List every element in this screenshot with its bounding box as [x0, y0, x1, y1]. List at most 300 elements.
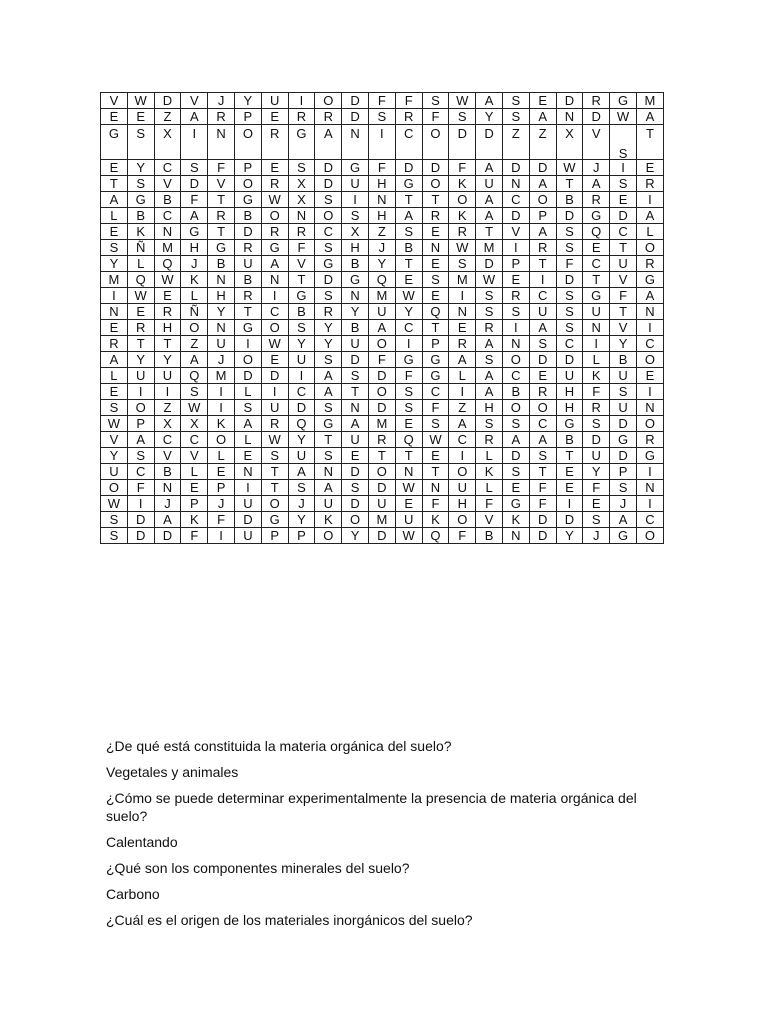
grid-cell	[502, 304, 529, 320]
grid-cell	[502, 320, 529, 336]
grid-cell	[342, 384, 369, 400]
grid-letter: U	[403, 512, 414, 527]
grid-letter: V	[109, 93, 119, 108]
grid-cell	[449, 304, 476, 320]
grid-letter: K	[323, 512, 333, 527]
grid-cell	[395, 93, 422, 109]
grid-letter: V	[484, 512, 494, 527]
grid-letter: O	[376, 336, 387, 351]
grid-letter: L	[592, 352, 600, 367]
grid-cell	[315, 352, 342, 368]
grid-letter: D	[484, 126, 494, 141]
grid-cell	[154, 240, 181, 256]
grid-row	[101, 464, 664, 480]
grid-cell	[208, 224, 235, 240]
grid-cell	[476, 320, 503, 336]
grid-letter: S	[484, 304, 494, 319]
grid-cell	[315, 272, 342, 288]
grid-cell	[154, 416, 181, 432]
grid-letter: C	[537, 288, 548, 303]
grid-cell	[315, 224, 342, 240]
grid-letter: U	[269, 93, 280, 108]
grid-cell	[556, 448, 583, 464]
grid-letter: V	[163, 448, 172, 463]
grid-cell	[529, 528, 556, 544]
grid-cell	[181, 448, 208, 464]
grid-row	[101, 224, 664, 240]
grid-row	[101, 125, 664, 160]
grid-cell	[610, 208, 637, 224]
grid-cell	[556, 480, 583, 496]
grid-letter: U	[323, 496, 333, 511]
grid-letter: S	[565, 288, 574, 303]
grid-letter: C	[136, 464, 146, 479]
grid-letter: G	[242, 192, 253, 207]
grid-cell	[101, 496, 128, 512]
grid-cell	[261, 352, 288, 368]
grid-letter: T	[431, 192, 440, 207]
grid-letter: S	[431, 416, 440, 431]
grid-letter: T	[565, 176, 574, 191]
question-4: ¿Cuál es el origen de los materiales inorgánicos del suelo?	[106, 912, 473, 928]
grid-letter: Y	[216, 304, 226, 319]
grid-cell	[556, 160, 583, 176]
grid-letter: Z	[538, 126, 547, 141]
grid-letter: T	[136, 336, 145, 351]
grid-letter: J	[217, 352, 225, 367]
grid-row	[101, 368, 664, 384]
grid-cell	[636, 400, 663, 416]
grid-letter: D	[618, 448, 628, 463]
grid-cell	[610, 320, 637, 336]
grid-letter: D	[537, 528, 548, 543]
grid-cell	[315, 256, 342, 272]
grid-letter: R	[457, 224, 467, 239]
grid-cell	[261, 192, 288, 208]
grid-letter: E	[431, 288, 440, 303]
grid-cell	[395, 109, 422, 125]
grid-cell	[636, 224, 663, 240]
grid-letter: G	[350, 272, 361, 287]
grid-letter: F	[431, 109, 440, 124]
grid-letter: S	[457, 109, 467, 124]
grid-row	[101, 528, 664, 544]
grid-cell	[261, 384, 288, 400]
grid-cell	[342, 288, 369, 304]
grid-cell	[208, 109, 235, 125]
grid-cell	[583, 256, 610, 272]
grid-letter: A	[297, 464, 306, 479]
grid-cell	[342, 320, 369, 336]
grid-cell	[342, 304, 369, 320]
grid-letter: U	[109, 464, 119, 479]
grid-cell	[422, 496, 449, 512]
grid-letter: O	[644, 528, 656, 543]
grid-cell	[422, 160, 449, 176]
grid-letter: K	[189, 512, 199, 527]
grid-cell	[636, 93, 663, 109]
grid-letter: H	[564, 384, 575, 399]
grid-letter: R	[109, 336, 119, 351]
grid-letter: T	[377, 448, 386, 463]
grid-cell	[181, 496, 208, 512]
grid-cell	[449, 432, 476, 448]
grid-cell	[234, 208, 261, 224]
grid-cell	[529, 160, 556, 176]
grid-letter: X	[189, 416, 199, 431]
grid-cell	[476, 528, 503, 544]
grid-letter: F	[565, 256, 574, 271]
grid-cell	[636, 176, 663, 192]
grid-letter: O	[323, 93, 334, 108]
grid-letter: T	[431, 464, 440, 479]
grid-cell	[610, 528, 637, 544]
grid-letter: A	[484, 160, 494, 175]
grid-cell	[556, 240, 583, 256]
grid-letter: G	[189, 224, 200, 239]
grid-cell	[101, 224, 128, 240]
grid-letter: E	[431, 256, 440, 271]
grid-letter: F	[217, 160, 226, 175]
grid-letter: I	[514, 240, 518, 255]
grid-letter: Z	[377, 224, 386, 239]
grid-cell	[583, 224, 610, 240]
grid-letter: O	[644, 416, 656, 431]
answer-1: Vegetales y animales	[106, 764, 239, 780]
grid-letter: O	[457, 464, 468, 479]
grid-letter: N	[243, 464, 253, 479]
grid-cell	[315, 125, 342, 160]
grid-cell	[476, 224, 503, 240]
grid-letter: H	[350, 240, 360, 255]
grid-letter: H	[564, 400, 575, 415]
grid-letter: C	[645, 512, 655, 527]
grid-cell	[449, 416, 476, 432]
grid-letter: S	[457, 256, 467, 271]
grid-cell	[261, 224, 288, 240]
grid-letter: E	[109, 384, 119, 399]
grid-cell	[502, 432, 529, 448]
grid-cell	[583, 496, 610, 512]
grid-cell	[583, 416, 610, 432]
grid-letter: E	[109, 320, 119, 335]
grid-cell	[101, 109, 128, 125]
grid-letter: Y	[297, 512, 306, 527]
grid-letter: R	[537, 384, 548, 399]
grid-cell	[234, 256, 261, 272]
grid-cell	[127, 192, 154, 208]
grid-cell	[422, 400, 449, 416]
grid-letter: I	[648, 464, 652, 479]
grid-letter: I	[648, 320, 652, 335]
grid-cell	[556, 176, 583, 192]
grid-cell	[449, 368, 476, 384]
grid-letter: P	[270, 528, 280, 543]
grid-cell	[502, 125, 529, 160]
grid-letter: V	[511, 224, 521, 239]
grid-letter: T	[297, 272, 306, 287]
grid-cell	[234, 352, 261, 368]
grid-letter: D	[136, 512, 146, 527]
grid-letter: A	[457, 416, 467, 431]
grid-letter: E	[538, 93, 547, 108]
grid-cell	[208, 512, 235, 528]
grid-letter: A	[484, 192, 494, 207]
grid-letter: R	[403, 109, 414, 124]
grid-cell	[368, 480, 395, 496]
grid-cell	[449, 256, 476, 272]
grid-cell	[181, 368, 208, 384]
grid-letter: A	[109, 192, 119, 207]
grid-letter: Z	[163, 109, 172, 124]
grid-letter: J	[592, 528, 600, 543]
grid-cell	[476, 480, 503, 496]
grid-cell	[449, 192, 476, 208]
grid-letter: O	[242, 176, 253, 191]
grid-letter: F	[431, 496, 440, 511]
grid-letter: D	[618, 416, 628, 431]
grid-letter: Q	[591, 224, 602, 239]
grid-letter: U	[377, 496, 387, 511]
grid-letter: S	[109, 512, 119, 527]
grid-letter: G	[269, 240, 280, 255]
grid-letter: H	[216, 288, 226, 303]
grid-letter: E	[189, 480, 199, 495]
grid-cell	[208, 480, 235, 496]
grid-cell	[234, 320, 261, 336]
grid-letter: S	[618, 146, 628, 161]
grid-cell	[154, 176, 181, 192]
grid-letter: U	[269, 400, 280, 415]
grid-cell	[449, 352, 476, 368]
grid-cell	[288, 448, 315, 464]
grid-cell	[288, 224, 315, 240]
grid-cell	[422, 256, 449, 272]
grid-cell	[288, 480, 315, 496]
grid-letter: S	[109, 400, 119, 415]
grid-cell	[368, 160, 395, 176]
grid-cell	[502, 496, 529, 512]
grid-cell	[449, 320, 476, 336]
grid-letter: R	[457, 336, 467, 351]
grid-letter: D	[377, 480, 387, 495]
grid-cell	[610, 304, 637, 320]
grid-letter: S	[431, 272, 440, 287]
grid-cell	[529, 448, 556, 464]
grid-cell	[288, 384, 315, 400]
grid-letter: Y	[136, 160, 146, 175]
grid-cell	[127, 352, 154, 368]
grid-letter: A	[484, 368, 494, 383]
grid-letter: J	[298, 496, 305, 511]
grid-letter: V	[109, 432, 119, 447]
grid-letter: U	[243, 256, 253, 271]
grid-cell	[610, 240, 637, 256]
grid-cell	[234, 512, 261, 528]
grid-letter: A	[323, 368, 333, 383]
grid-letter: O	[269, 320, 280, 335]
grid-cell	[476, 384, 503, 400]
grid-letter: W	[268, 432, 281, 447]
grid-cell	[234, 528, 261, 544]
grid-letter: F	[458, 528, 467, 543]
grid-cell	[556, 304, 583, 320]
grid-cell	[208, 400, 235, 416]
grid-letter: T	[645, 126, 654, 141]
grid-letter: N	[564, 109, 575, 124]
grid-cell	[368, 528, 395, 544]
grid-letter: T	[404, 192, 413, 207]
grid-cell	[502, 512, 529, 528]
grid-cell	[127, 320, 154, 336]
grid-letter: J	[164, 496, 171, 511]
grid-cell	[368, 496, 395, 512]
grid-cell	[181, 304, 208, 320]
grid-letter: R	[296, 109, 307, 124]
grid-cell	[208, 464, 235, 480]
grid-cell	[208, 336, 235, 352]
grid-letter: S	[404, 224, 413, 239]
grid-cell	[101, 432, 128, 448]
grid-letter: U	[618, 400, 628, 415]
grid-cell	[422, 336, 449, 352]
grid-letter: B	[243, 272, 253, 287]
grid-letter: Y	[243, 93, 253, 108]
grid-cell	[288, 512, 315, 528]
grid-letter: Y	[350, 304, 360, 319]
grid-cell	[422, 109, 449, 125]
grid-cell	[610, 176, 637, 192]
grid-cell	[101, 160, 128, 176]
grid-cell	[368, 272, 395, 288]
grid-letter: U	[591, 448, 601, 463]
grid-cell	[395, 256, 422, 272]
grid-letter: O	[644, 352, 656, 367]
grid-cell	[101, 304, 128, 320]
grid-cell	[342, 93, 369, 109]
grid-cell	[583, 368, 610, 384]
grid-cell	[395, 288, 422, 304]
grid-cell	[101, 256, 128, 272]
grid-letter: S	[297, 320, 306, 335]
grid-cell	[395, 208, 422, 224]
grid-cell	[583, 125, 610, 160]
grid-letter: I	[380, 126, 384, 141]
grid-cell	[502, 93, 529, 109]
grid-letter: B	[136, 208, 146, 223]
grid-letter: E	[618, 192, 628, 207]
grid-letter: F	[217, 512, 226, 527]
grid-cell	[261, 109, 288, 125]
grid-letter: O	[323, 208, 334, 223]
grid-letter: D	[269, 368, 280, 383]
grid-letter: I	[272, 384, 277, 399]
grid-letter: I	[460, 288, 465, 303]
grid-letter: D	[350, 352, 360, 367]
grid-letter: I	[594, 336, 599, 351]
grid-cell	[154, 125, 181, 160]
grid-cell	[529, 464, 556, 480]
grid-cell	[583, 528, 610, 544]
grid-letter: I	[353, 192, 357, 207]
grid-cell	[583, 93, 610, 109]
grid-cell	[395, 400, 422, 416]
grid-letter: A	[484, 93, 494, 108]
grid-letter: S	[297, 480, 306, 495]
grid-cell	[502, 336, 529, 352]
grid-letter: L	[244, 384, 252, 399]
grid-cell	[422, 208, 449, 224]
grid-cell	[476, 176, 503, 192]
grid-letter: K	[457, 176, 467, 191]
grid-cell	[315, 288, 342, 304]
grid-cell	[181, 93, 208, 109]
grid-letter: L	[217, 448, 225, 463]
grid-letter: J	[217, 93, 225, 108]
grid-cell	[636, 288, 663, 304]
grid-letter: Y	[163, 352, 172, 367]
grid-cell	[476, 304, 503, 320]
grid-cell	[315, 93, 342, 109]
grid-cell	[422, 224, 449, 240]
grid-letter: T	[619, 304, 628, 319]
grid-letter: F	[592, 384, 601, 399]
grid-cell	[610, 272, 637, 288]
grid-letter: A	[538, 432, 547, 447]
grid-cell	[127, 176, 154, 192]
grid-letter: B	[163, 464, 172, 479]
grid-cell	[315, 336, 342, 352]
grid-letter: K	[136, 224, 146, 239]
grid-cell	[529, 125, 556, 160]
grid-cell	[449, 125, 476, 160]
grid-letter: I	[219, 384, 223, 399]
grid-letter: H	[189, 240, 199, 255]
grid-cell	[181, 176, 208, 192]
grid-cell	[610, 416, 637, 432]
grid-cell	[636, 528, 663, 544]
grid-cell	[342, 240, 369, 256]
grid-cell	[154, 224, 181, 240]
grid-cell	[208, 368, 235, 384]
grid-letter: A	[457, 352, 467, 367]
grid-letter: E	[270, 352, 280, 367]
grid-cell	[610, 448, 637, 464]
grid-cell	[583, 208, 610, 224]
grid-cell	[422, 320, 449, 336]
grid-letter: A	[511, 432, 521, 447]
grid-letter: S	[511, 109, 521, 124]
grid-letter: K	[189, 272, 199, 287]
grid-cell	[342, 528, 369, 544]
grid-letter: I	[246, 336, 250, 351]
grid-letter: S	[189, 384, 199, 399]
grid-cell	[342, 176, 369, 192]
grid-letter: Z	[511, 126, 520, 141]
grid-letter: W	[134, 288, 147, 303]
grid-cell	[449, 448, 476, 464]
grid-cell	[502, 384, 529, 400]
grid-cell	[127, 384, 154, 400]
grid-letter: N	[511, 176, 521, 191]
grid-cell	[529, 208, 556, 224]
grid-cell	[154, 384, 181, 400]
grid-cell	[583, 304, 610, 320]
grid-letter: W	[429, 432, 442, 447]
grid-letter: O	[537, 192, 548, 207]
grid-letter: A	[645, 288, 655, 303]
grid-letter: U	[136, 368, 146, 383]
